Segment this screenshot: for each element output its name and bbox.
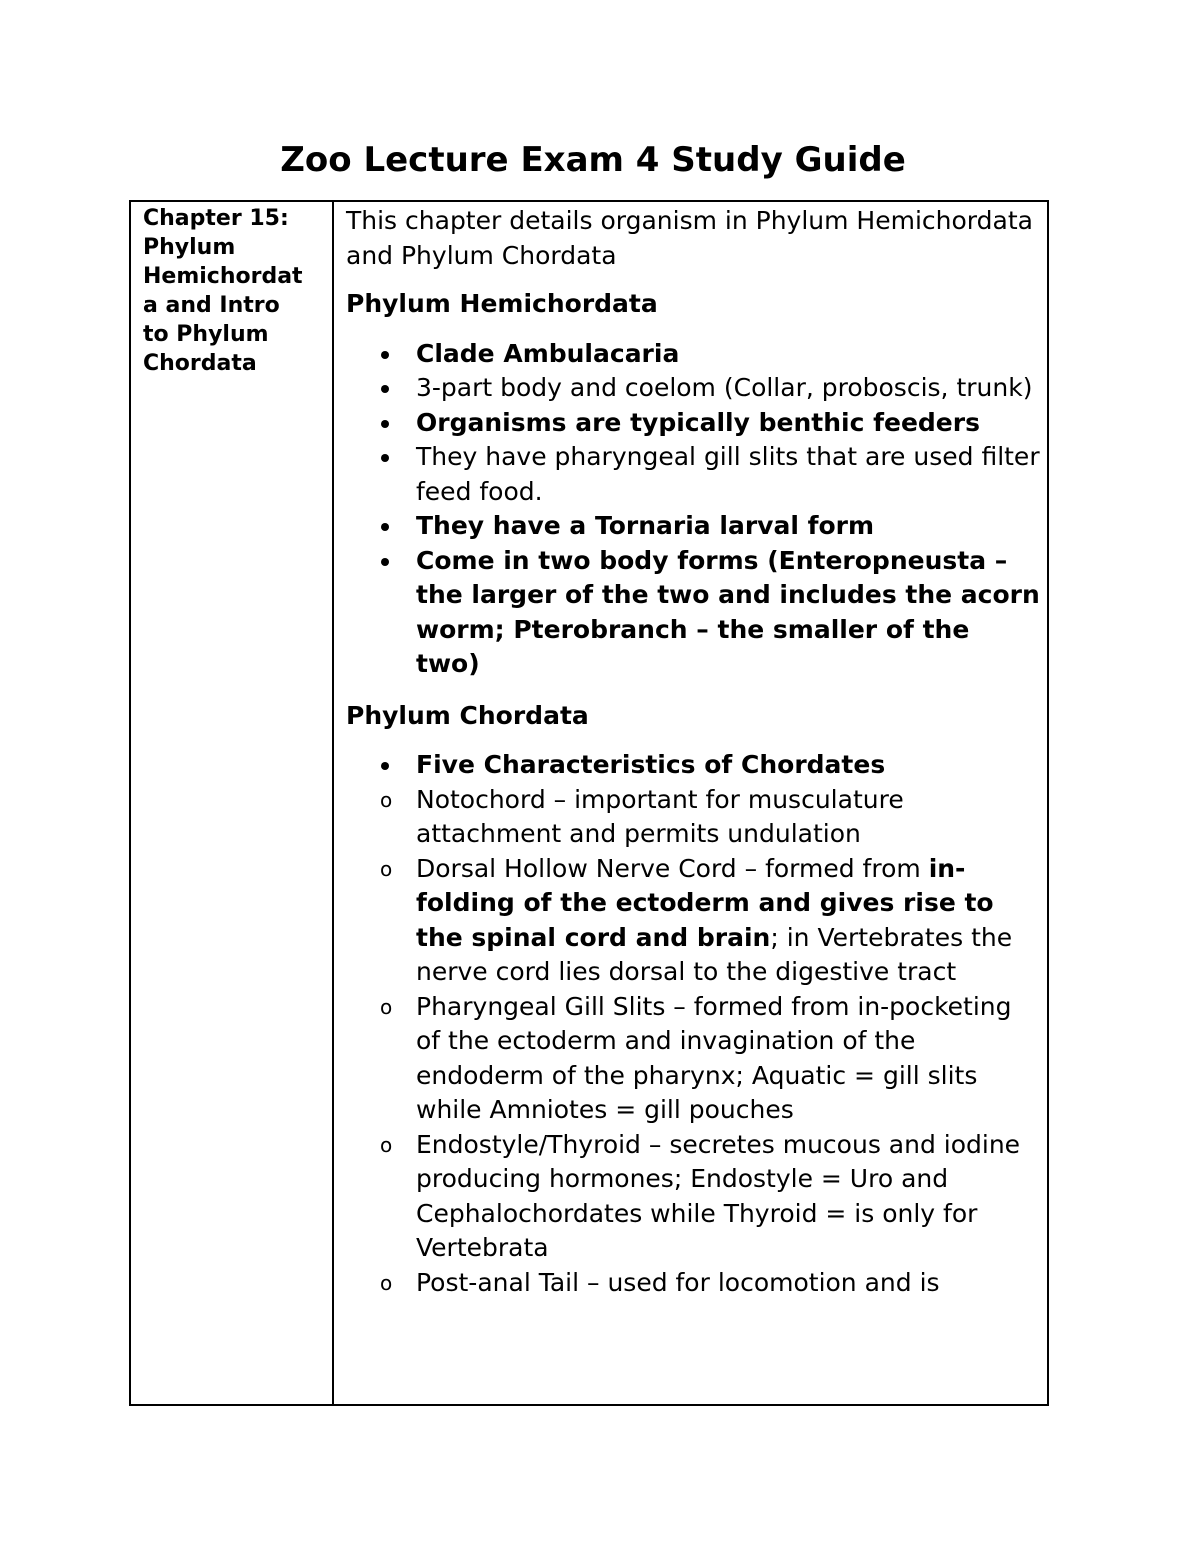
chapter-label-line: Phylum	[143, 235, 236, 260]
sub-list-item: o Post-anal Tail – used for locomotion and is	[346, 1266, 1041, 1301]
chapter-label-line: a and Intro	[143, 293, 280, 318]
list-item: They have a Tornaria larval form	[346, 509, 1041, 544]
nerve-cord-emphasis: in-folding of the ectoderm and gives rise to the spinal cord and brain	[416, 853, 994, 952]
list-item: Come in two body forms (Enteropneusta – the larger of the two and includes the acorn worm; Pterobranch – the smaller of the two)	[346, 544, 1041, 682]
list-item: Clade Ambulacaria	[346, 337, 1041, 372]
page-title: Zoo Lecture Exam 4 Study Guide	[280, 140, 906, 180]
chordata-list	[346, 748, 1041, 1300]
list-item: They have pharyngeal gill slits that are used filter feed food.	[346, 440, 1041, 509]
list-item: Organisms are typically benthic feeders	[346, 406, 1041, 441]
chordata-heading: Phylum Chordata	[346, 700, 589, 730]
chapter-label-line: Chordata	[143, 351, 257, 376]
column-divider	[332, 202, 334, 1404]
chapter-content	[346, 204, 1041, 1300]
chapter-intro: This chapter details organism in Phylum Hemichordata and Phylum Chordata	[346, 206, 1033, 270]
study-guide-table	[129, 200, 1049, 1406]
chapter-label	[143, 204, 323, 378]
chapter-label-line: Hemichordat	[143, 264, 303, 289]
chapter-label-line: Chapter 15:	[143, 206, 289, 231]
chapter-label-line: to Phylum	[143, 322, 269, 347]
sub-list-item: o Endostyle/Thyroid – secretes mucous and iodine producing hormones; Endostyle = Uro and Cephalochordates while Thyroid = is only for Vertebrata	[346, 1128, 1041, 1266]
sub-list-item	[346, 852, 1041, 990]
hemichordata-list	[346, 337, 1041, 682]
nerve-cord-text-end: ; in Vertebrates the nerve cord lies dorsal to the digestive tract	[416, 922, 1013, 986]
list-item: 3-part body and coelom (Collar, proboscis, trunk)	[346, 371, 1041, 406]
sub-list-item: o Notochord – important for musculature attachment and permits undulation	[346, 783, 1041, 852]
hemichordata-heading: Phylum Hemichordata	[346, 289, 658, 318]
list-item: Five Characteristics of Chordates	[346, 748, 1041, 783]
sub-list-item: o Pharyngeal Gill Slits – formed from in-pocketing of the ectoderm and invagination of the endoderm of the pharynx; Aquatic = gill slits while Amniotes = gill pouches	[346, 990, 1041, 1128]
nerve-cord-text: Dorsal Hollow Nerve Cord – formed from	[416, 853, 929, 883]
